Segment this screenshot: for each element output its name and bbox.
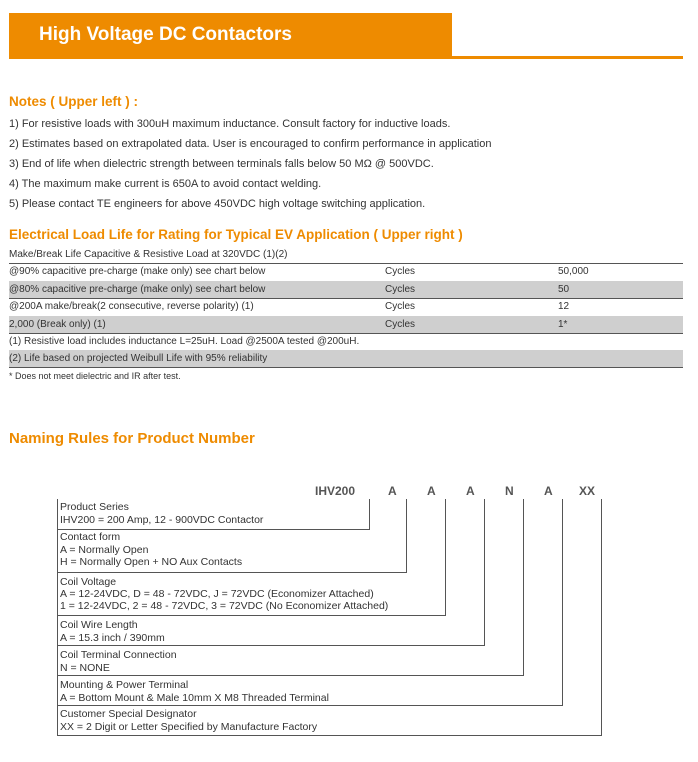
connector-line: [369, 499, 370, 529]
section-line: XX = 2 Digit or Letter Specified by Manufacture Factory: [60, 721, 318, 733]
naming-title: Naming Rules for Product Number: [9, 430, 255, 447]
row-value: 50,000: [558, 266, 589, 277]
electrical-title: Electrical Load Life for Rating for Typical EV Application ( Upper right ): [9, 227, 463, 242]
notes-title: Notes ( Upper left ) :: [9, 94, 139, 109]
row-desc: @200A make/break(2 consecutive, reverse polarity) (1): [9, 301, 254, 312]
note-item: 5) Please contact TE engineers for above 450VDC high voltage switching application.: [9, 198, 426, 210]
table-row: [9, 263, 683, 280]
code-contact-form: A: [388, 484, 397, 498]
table-divider: [9, 367, 683, 368]
footnote-text: (1) Resistive load includes inductance L=25uH. Load @2500A tested @200uH.: [9, 336, 360, 347]
connector-line: [406, 499, 407, 572]
header-rule: [452, 56, 683, 59]
table-row: [9, 298, 683, 315]
asterisk-note: * Does not meet dielectric and IR after test.: [9, 371, 181, 381]
section-title: Coil Voltage: [60, 576, 117, 588]
row-value: 12: [558, 301, 570, 312]
section-line: A = Normally Open: [60, 544, 149, 556]
connector-line: [484, 499, 485, 645]
connector-line: [562, 499, 563, 705]
table-footnote: [9, 333, 683, 350]
row-unit: Cycles: [385, 266, 416, 277]
note-item: 3) End of life when dielectric strength between terminals falls below 50 MΩ @ 500VDC.: [9, 158, 434, 170]
note-item: 1) For resistive loads with 300uH maximum inductance. Consult factory for inductive loads.: [9, 118, 451, 130]
page-title: High Voltage DC Contactors: [39, 24, 292, 45]
code-mounting: A: [544, 484, 553, 498]
section-title: Coil Wire Length: [60, 619, 138, 631]
table-row: [9, 281, 683, 298]
code-terminal-connection: N: [505, 484, 514, 498]
table-header-row: [9, 246, 683, 263]
section-divider: [57, 675, 524, 676]
table-row: [9, 316, 683, 333]
row-unit: Cycles: [385, 301, 416, 312]
bracket-left-line: [57, 499, 58, 735]
section-line: A = 12-24VDC, D = 48 - 72VDC, J = 72VDC (Economizer Attached): [60, 588, 374, 600]
note-item: 4) The maximum make current is 650A to avoid contact welding.: [9, 178, 322, 190]
row-unit: Cycles: [385, 284, 416, 295]
table-header: Make/Break Life Capacitive & Resistive Load at 320VDC (1)(2): [9, 249, 288, 260]
section-divider: [57, 529, 370, 530]
section-title: Contact form: [60, 531, 121, 543]
row-unit: Cycles: [385, 319, 416, 330]
section-line: 1 = 12-24VDC, 2 = 48 - 72VDC, 3 = 72VDC (No Economizer Attached): [60, 600, 389, 612]
connector-line: [601, 499, 602, 735]
section-title: Coil Terminal Connection: [60, 649, 177, 661]
section-line: N = NONE: [60, 662, 110, 674]
section-line: A = 15.3 inch / 390mm: [60, 632, 165, 644]
code-designator: XX: [579, 484, 596, 498]
section-title: Mounting & Power Terminal: [60, 679, 189, 691]
connector-line: [523, 499, 524, 675]
section-divider: [57, 735, 602, 736]
section-divider: [57, 705, 563, 706]
row-desc: @90% capacitive pre-charge (make only) see chart below: [9, 266, 266, 277]
section-line: A = Bottom Mount & Male 10mm X M8 Threaded Terminal: [60, 692, 329, 704]
row-desc: 2,000 (Break only) (1): [9, 319, 106, 330]
code-wire-length: A: [466, 484, 475, 498]
section-divider: [57, 572, 407, 573]
note-item: 2) Estimates based on extrapolated data. User is encouraged to confirm performance in application: [9, 138, 492, 150]
footnote-text: (2) Life based on projected Weibull Life with 95% reliability: [9, 353, 268, 364]
row-value: 50: [558, 284, 570, 295]
row-value: 1*: [558, 319, 568, 330]
code-coil-voltage: A: [427, 484, 436, 498]
row-desc: @80% capacitive pre-charge (make only) see chart below: [9, 284, 266, 295]
section-line: IHV200 = 200 Amp, 12 - 900VDC Contactor: [60, 514, 264, 526]
section-line: H = Normally Open + NO Aux Contacts: [60, 556, 243, 568]
connector-line: [445, 499, 446, 615]
code-series: IHV200: [315, 484, 356, 498]
section-title: Product Series: [60, 501, 129, 513]
section-divider: [57, 645, 485, 646]
section-title: Customer Special Designator: [60, 708, 197, 720]
section-divider: [57, 615, 446, 616]
table-footnote: [9, 350, 683, 367]
